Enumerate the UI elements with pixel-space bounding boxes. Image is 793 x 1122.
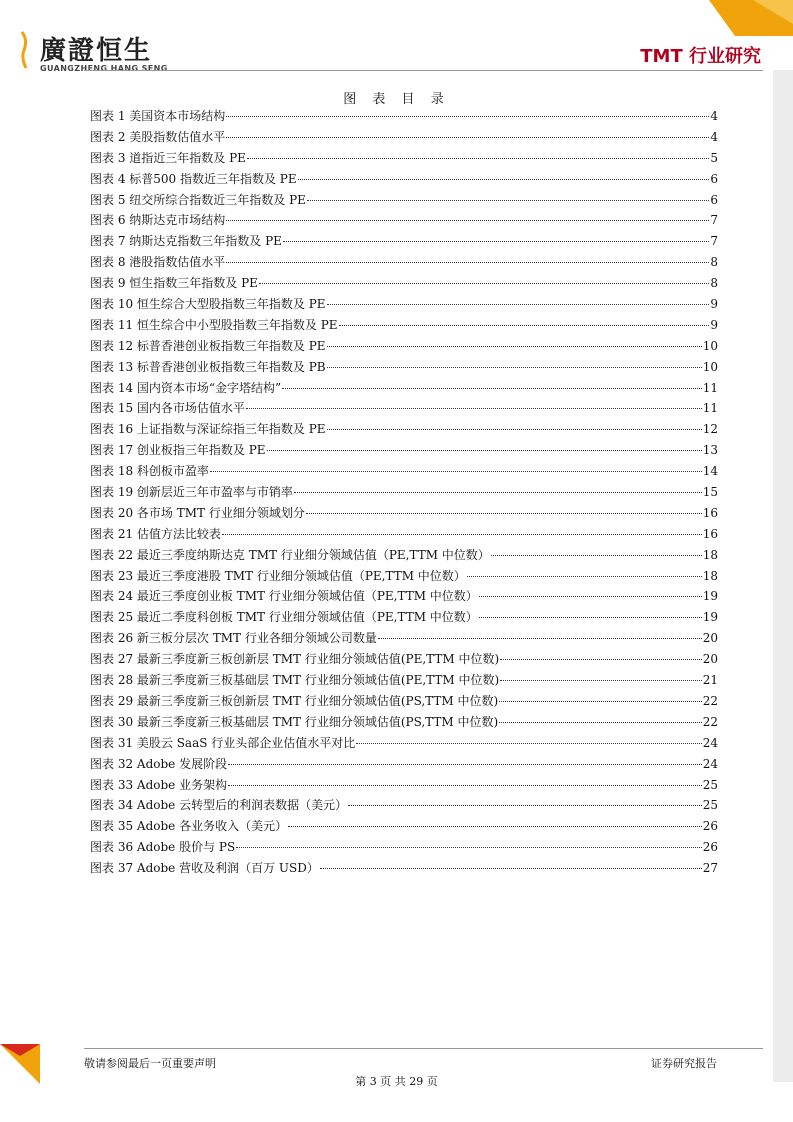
toc-entry[interactable]	[90, 482, 718, 503]
toc-entry-label: 图表 26 新三板分层次 TMT 行业各细分领域公司数量	[90, 631, 377, 646]
toc-entry-label: 图表 3 道指近三年指数及 PE	[90, 150, 246, 165]
toc-entry[interactable]	[90, 106, 718, 127]
side-bar	[773, 70, 793, 1082]
toc-dot-leader	[306, 512, 702, 514]
toc-entry-label: 图表 32 Adobe 发展阶段	[90, 756, 228, 771]
toc-entry-label: 图表 6 纳斯达克市场结构	[90, 213, 226, 228]
toc-entry-page: 25	[702, 777, 718, 792]
toc-entry[interactable]	[90, 733, 718, 754]
toc-entry[interactable]	[90, 419, 718, 440]
toc-entry-page: 16	[702, 526, 718, 541]
toc-entry[interactable]	[90, 273, 718, 294]
toc-entry-page: 7	[710, 234, 718, 249]
toc-entry-page: 21	[702, 673, 718, 688]
toc-dot-leader	[247, 157, 709, 159]
toc-dot-leader	[499, 721, 702, 723]
logo-chinese-name: 廣證恒生	[40, 36, 153, 66]
toc-entry-label: 图表 24 最近三季度创业板 TMT 行业细分领域估值（PE,TTM 中位数）	[90, 589, 478, 604]
toc-entry-page: 18	[702, 568, 718, 583]
toc-entry-label: 图表 15 国内各市场估值水平	[90, 401, 245, 416]
toc-entry-label: 图表 13 标普香港创业板指数三年指数及 PB	[90, 359, 326, 374]
toc-dot-leader	[228, 763, 702, 765]
toc-entry-page: 24	[702, 756, 718, 771]
toc-entry-label: 图表 21 估值方法比较表	[90, 526, 221, 541]
toc-entry-page: 19	[702, 610, 718, 625]
toc-entry-page: 18	[702, 547, 718, 562]
toc-dot-leader	[467, 575, 702, 577]
toc-entry[interactable]	[90, 649, 718, 670]
toc-entry-page: 11	[702, 401, 718, 416]
toc-entry[interactable]	[90, 336, 718, 357]
toc-entry[interactable]	[90, 440, 718, 461]
toc-dot-leader	[378, 637, 702, 639]
logo-english-name: GUANGZHENG HANG SENG	[40, 64, 168, 73]
toc-entry[interactable]	[90, 628, 718, 649]
toc-entry-label: 图表 27 最新三季度新三板创新层 TMT 行业细分领域估值(PE,TTM 中位数)	[90, 652, 500, 667]
toc-entry-page: 19	[702, 589, 718, 604]
toc-dot-leader	[356, 742, 701, 744]
toc-entry-label: 图表 37 Adobe 营收及利润（百万 USD）	[90, 861, 319, 876]
toc-entry-page: 9	[710, 297, 718, 312]
toc-dot-leader	[479, 616, 702, 618]
toc-dot-leader	[327, 345, 702, 347]
toc-dot-leader	[500, 658, 702, 660]
toc-dot-leader	[226, 115, 709, 117]
toc-dot-leader	[236, 846, 702, 848]
toc-entry-label: 图表 14 国内资本市场“金字塔结构”	[90, 380, 282, 395]
toc-entry-page: 22	[702, 693, 718, 708]
toc-entry-label: 图表 34 Adobe 云转型后的利润表数据（美元）	[90, 798, 348, 813]
toc-entry[interactable]	[90, 712, 718, 733]
toc-dot-leader	[339, 324, 710, 326]
toc-entry[interactable]	[90, 670, 718, 691]
corner-decoration-icon	[709, 0, 793, 36]
toc-entry-page: 6	[710, 192, 718, 207]
toc-entry-label: 图表 23 最近三季度港股 TMT 行业细分领域估值（PE,TTM 中位数）	[90, 568, 466, 583]
toc-entry-page: 26	[702, 840, 718, 855]
toc-entry-page: 6	[710, 171, 718, 186]
toc-dot-leader	[298, 178, 710, 180]
toc-entry-label: 图表 2 美股指数估值水平	[90, 129, 226, 144]
toc-entry[interactable]	[90, 231, 718, 252]
toc-entry-page: 9	[710, 317, 718, 332]
toc-entry-page: 4	[710, 129, 718, 144]
toc-dot-leader	[288, 825, 702, 827]
toc-dot-leader	[246, 407, 702, 409]
toc-entry-page: 10	[702, 338, 718, 353]
toc-entry-label: 图表 20 各市场 TMT 行业细分领域划分	[90, 505, 305, 520]
toc-entry-label: 图表 10 恒生综合大型股指数三年指数及 PE	[90, 297, 326, 312]
report-type-title: TMT 行业研究	[640, 46, 761, 67]
toc-entry-page: 10	[702, 359, 718, 374]
toc-entry-label: 图表 7 纳斯达克指数三年指数及 PE	[90, 234, 282, 249]
toc-entry[interactable]	[90, 524, 718, 545]
toc-entry-page: 26	[702, 819, 718, 834]
toc-entry-page: 11	[702, 380, 718, 395]
footer-report-label: 证券研究报告	[651, 1057, 717, 1070]
toc-entry[interactable]	[90, 127, 718, 148]
page-number: 第 3 页 共 29 页	[355, 1075, 438, 1088]
toc-dot-leader	[267, 449, 702, 451]
toc-dot-leader	[348, 804, 702, 806]
toc-entry[interactable]	[90, 795, 718, 816]
toc-entry[interactable]	[90, 210, 718, 231]
toc-entry-page: 20	[702, 652, 718, 667]
toc-entry[interactable]	[90, 252, 718, 273]
toc-dot-leader	[294, 491, 702, 493]
toc-entry[interactable]	[90, 357, 718, 378]
toc-dot-leader	[327, 428, 702, 430]
toc-entry[interactable]	[90, 315, 718, 336]
toc-dot-leader	[479, 595, 702, 597]
toc-dot-leader	[491, 554, 702, 556]
toc-dot-leader	[307, 199, 709, 201]
toc-entry[interactable]	[90, 503, 718, 524]
toc-dot-leader	[226, 136, 709, 138]
toc-entry-page: 25	[702, 798, 718, 813]
toc-entry-page: 15	[702, 485, 718, 500]
toc-entry-label: 图表 4 标普500 指数近三年指数及 PE	[90, 171, 297, 186]
toc-entry[interactable]	[90, 190, 718, 211]
toc-entry-page: 22	[702, 714, 718, 729]
toc-entry-label: 图表 35 Adobe 各业务收入（美元）	[90, 819, 288, 834]
toc-entry-label: 图表 5 纽交所综合指数近三年指数及 PE	[90, 192, 306, 207]
toc-entry-label: 图表 29 最新三季度新三板创新层 TMT 行业细分领域估值(PS,TTM 中位数)	[90, 693, 499, 708]
toc-entry-label: 图表 25 最近二季度科创板 TMT 行业细分领域估值（PE,TTM 中位数）	[90, 610, 478, 625]
toc-entry-page: 20	[702, 631, 718, 646]
toc-entry-label: 图表 9 恒生指数三年指数及 PE	[90, 276, 258, 291]
toc-entry[interactable]	[90, 294, 718, 315]
toc-entry-label: 图表 1 美国资本市场结构	[90, 109, 226, 123]
toc-dot-leader	[327, 303, 710, 305]
toc-entry[interactable]	[90, 378, 718, 399]
logo-mark-icon	[20, 30, 34, 70]
toc-entry[interactable]	[90, 775, 718, 796]
toc-entry[interactable]	[90, 816, 718, 837]
toc-entry[interactable]	[90, 858, 718, 879]
toc-entry[interactable]	[90, 169, 718, 190]
toc-entry[interactable]	[90, 148, 718, 169]
toc-entry-page: 16	[702, 505, 718, 520]
toc-list	[90, 106, 718, 879]
toc-entry-page: 7	[710, 213, 718, 228]
toc-entry[interactable]	[90, 754, 718, 775]
toc-entry-label: 图表 19 创新层近三年市盈率与市销率	[90, 485, 293, 500]
toc-entry-page: 12	[702, 422, 718, 437]
toc-entry-page: 5	[710, 150, 718, 165]
toc-entry-page: 13	[702, 443, 718, 458]
toc-dot-leader	[226, 261, 709, 263]
toc-dot-leader	[228, 784, 702, 786]
toc-entry-label: 图表 18 科创板市盈率	[90, 464, 209, 479]
toc-entry-label: 图表 8 港股指数估值水平	[90, 255, 226, 270]
toc-entry-label: 图表 28 最新三季度新三板基础层 TMT 行业细分领域估值(PE,TTM 中位数)	[90, 673, 500, 688]
toc-dot-leader	[259, 282, 709, 284]
toc-entry[interactable]	[90, 586, 718, 607]
toc-entry-label: 图表 36 Adobe 股价与 PS	[90, 840, 236, 855]
toc-entry-label: 图表 17 创业板指三年指数及 PE	[90, 443, 266, 458]
toc-entry[interactable]	[90, 545, 718, 566]
toc-dot-leader	[327, 366, 702, 368]
toc-entry-label: 图表 30 最新三季度新三板基础层 TMT 行业细分领域估值(PS,TTM 中位数)	[90, 714, 499, 729]
header-divider	[84, 70, 763, 71]
toc-entry-label: 图表 11 恒生综合中小型股指数三年指数及 PE	[90, 317, 338, 332]
footer-divider	[84, 1048, 763, 1049]
toc-entry[interactable]	[90, 461, 718, 482]
toc-dot-leader	[226, 219, 709, 221]
toc-entry-label: 图表 31 美股云 SaaS 行业头部企业估值水平对比	[90, 735, 356, 750]
toc-entry-page: 14	[702, 464, 718, 479]
toc-entry[interactable]	[90, 607, 718, 628]
toc-entry-label: 图表 33 Adobe 业务架构	[90, 777, 228, 792]
toc-dot-leader	[283, 240, 709, 242]
toc-dot-leader	[210, 470, 702, 472]
toc-entry-page: 4	[710, 109, 718, 123]
toc-title: 图 表 目 录	[343, 92, 450, 107]
toc-entry-page: 8	[710, 255, 718, 270]
toc-entry-page: 24	[702, 735, 718, 750]
toc-entry-label: 图表 12 标普香港创业板指数三年指数及 PE	[90, 338, 326, 353]
toc-dot-leader	[320, 867, 702, 869]
toc-dot-leader	[499, 700, 702, 702]
toc-entry[interactable]	[90, 691, 718, 712]
toc-entry[interactable]	[90, 398, 718, 419]
toc-entry-page: 27	[702, 861, 718, 876]
toc-entry-label: 图表 22 最近三季度纳斯达克 TMT 行业细分领域估值（PE,TTM 中位数）	[90, 547, 490, 562]
toc-dot-leader	[500, 679, 702, 681]
toc-entry-page: 8	[710, 276, 718, 291]
toc-entry-label: 图表 16 上证指数与深证综指三年指数及 PE	[90, 422, 326, 437]
toc-entry[interactable]	[90, 566, 718, 587]
toc-entry[interactable]	[90, 837, 718, 858]
footer-disclaimer: 敬请参阅最后一页重要声明	[84, 1057, 216, 1070]
toc-dot-leader	[282, 387, 702, 389]
toc-dot-leader	[222, 533, 702, 535]
